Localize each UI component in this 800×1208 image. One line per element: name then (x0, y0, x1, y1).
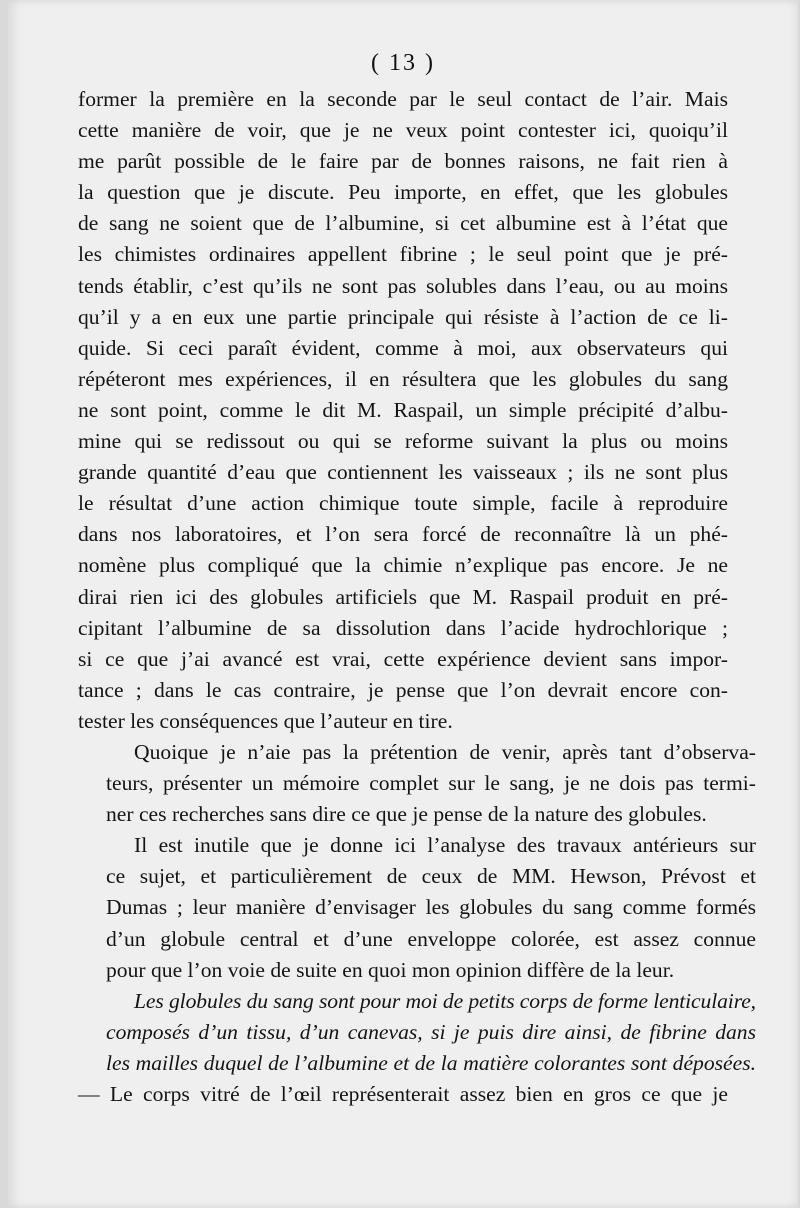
body-text (78, 84, 757, 1110)
paragraph-5 (78, 1079, 728, 1110)
text-line: nomène plus compliqué que la chimie n’explique pas encore. Je ne (78, 553, 728, 578)
paragraph-3 (78, 830, 756, 985)
paragraph-1 (78, 84, 728, 737)
text-line: Dumas ; leur manière d’envisager les globules du sang comme formés (106, 895, 756, 920)
text-line: Les globules du sang sont pour moi de petits corps de forme lenticulaire, (134, 988, 756, 1013)
text-line: d’un globule central et d’une enveloppe colorée, est assez connue (106, 926, 756, 951)
text-line: grande quantité d’eau que contiennent les vaisseaux ; ils ne sont plus (78, 460, 728, 485)
text-line: les chimistes ordinaires appellent fibrine ; le seul point que je pré- (78, 242, 729, 267)
text-line: — Le corps vitré de l’œil représenterait assez bien en gros ce que je (78, 1082, 728, 1106)
text-line: la question que je discute. Peu importe, en effet, que les globules (78, 180, 728, 205)
text-line: teurs, présenter un mémoire complet sur le sang, je ne dois pas termi- (106, 771, 756, 796)
text-line: dirai rien ici des globules artificiels que M. Raspail produit en pré- (78, 584, 728, 609)
text-line: le résultat d’une action chimique toute simple, facile à reproduire (78, 491, 728, 516)
text-line: cipitant l’albumine de sa dissolution dans l’acide hydrochlorique ; (78, 615, 728, 640)
text-line: cette manière de voir, que je ne veux point contester ici, quoiqu’il (78, 118, 728, 143)
text-line: Quoique je n’aie pas la prétention de venir, après tant d’observa- (134, 739, 756, 764)
text-line: tance ; dans le cas contraire, je pense que l’on devrait encore con- (78, 677, 728, 702)
text-line: composés d’un tissu, d’un canevas, si je puis dire ainsi, de fibrine dans (106, 1019, 757, 1044)
text-line: de sang ne soient que de l’albumine, si cet albumine est à l’état que (78, 211, 728, 236)
text-line: mine qui se redissout ou qui se reforme suivant la plus ou moins (78, 429, 728, 454)
text-line: ce sujet, et particulièrement de ceux de MM. Hewson, Prévost et (106, 864, 756, 889)
text-line: les mailles duquel de l’albumine et de la matière colorantes sont déposées. (106, 1050, 756, 1075)
text-line: ner ces recherches sans dire ce que je pense de la nature des globules. (106, 802, 707, 827)
page-number: ( 13 ) (371, 50, 435, 76)
text-line: Il est inutile que je donne ici l’analyse des travaux antérieurs sur (134, 833, 756, 858)
text-line: qu’il y a en eux une partie principale qui résiste à l’action de ce li- (78, 304, 728, 329)
text-line: ne sont point, comme le dit M. Raspail, un simple précipité d’albu- (78, 397, 728, 422)
book-page (8, 0, 798, 1208)
paragraph-4-italic (78, 986, 757, 1079)
text-line: tends établir, c’est qu’ils ne sont pas solubles dans l’eau, ou au moins (78, 273, 728, 298)
text-line: quide. Si ceci paraît évident, comme à moi, aux observateurs qui (78, 335, 728, 360)
text-line: dans nos laboratoires, et l’on sera forcé de reconnaître là un phé- (78, 522, 728, 547)
paragraph-2 (78, 737, 756, 830)
text-line: pour que l’on voie de suite en quoi mon opinion diffère de la leur. (106, 957, 675, 982)
text-line: tester les conséquences que l’auteur en tire. (78, 708, 453, 733)
text-line: me parût possible de le faire par de bonnes raisons, ne fait rien à (78, 149, 728, 174)
text-line: répéteront mes expériences, il en résultera que les globules du sang (78, 366, 728, 391)
text-line: si ce que j’ai avancé est vrai, cette expérience devient sans impor- (78, 646, 728, 671)
text-line: former la première en la seconde par le seul contact de l’air. Mais (78, 87, 728, 111)
